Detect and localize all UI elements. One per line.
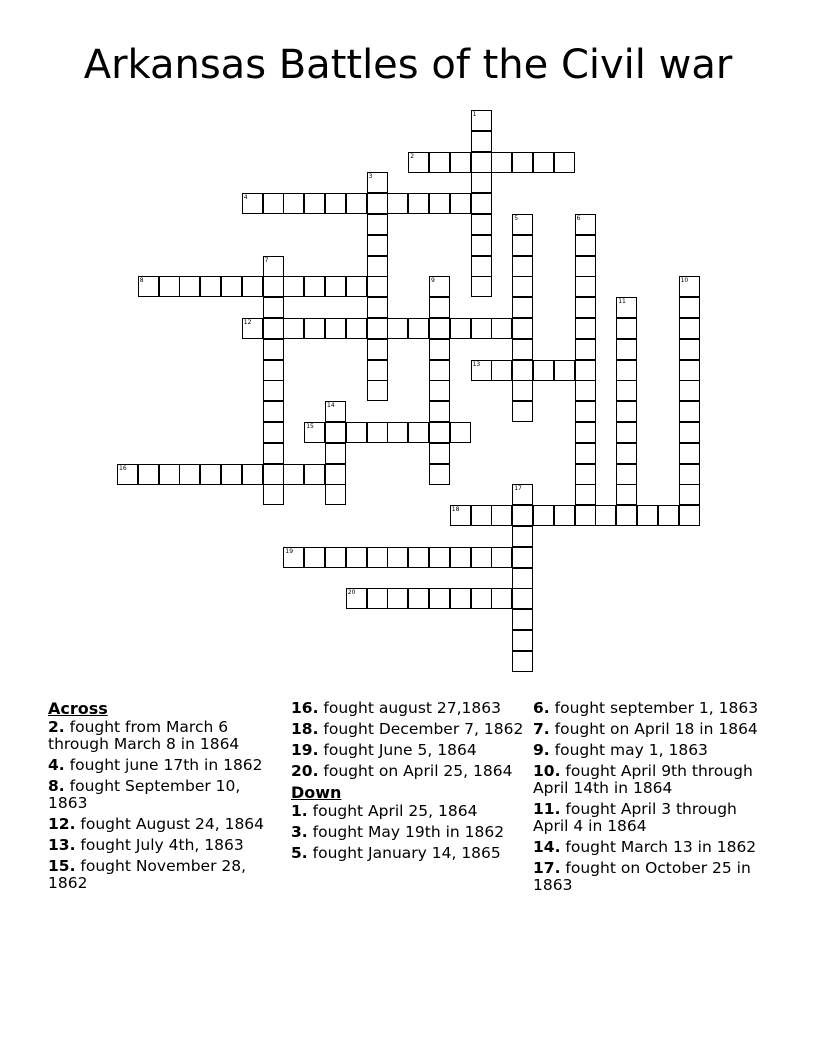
across-clue — [48, 778, 284, 812]
grid-cell[interactable] — [159, 464, 180, 485]
across-clue — [291, 721, 527, 738]
grid-cell[interactable] — [304, 276, 325, 297]
grid-cell[interactable] — [512, 360, 533, 381]
grid-cell[interactable] — [679, 401, 700, 422]
grid-cell[interactable] — [554, 152, 575, 173]
grid-cell[interactable] — [471, 360, 492, 381]
clue-text: fought May 19th in 1862 — [312, 823, 505, 841]
grid-cell[interactable] — [679, 297, 700, 318]
clue-number: 1. — [291, 802, 308, 820]
clue-text: fought January 14, 1865 — [312, 844, 501, 862]
grid-cell[interactable] — [283, 547, 304, 568]
puzzle-title: Arkansas Battles of the Civil war — [83, 42, 733, 88]
clue-number: 5. — [291, 844, 308, 862]
grid-cell[interactable] — [658, 505, 679, 526]
grid-cell[interactable] — [263, 318, 284, 339]
grid-cell[interactable] — [679, 360, 700, 381]
grid-cell[interactable] — [408, 193, 429, 214]
grid-cell[interactable] — [512, 152, 533, 173]
grid-cell[interactable] — [367, 318, 388, 339]
grid-cell[interactable] — [325, 318, 346, 339]
grid-cell[interactable] — [283, 276, 304, 297]
clue-number: 20. — [291, 762, 319, 780]
clue-text: fought august 27,1863 — [323, 699, 501, 717]
grid-cell[interactable] — [575, 464, 596, 485]
down-clue — [533, 801, 769, 835]
grid-cell[interactable] — [471, 256, 492, 277]
clue-heading: Down — [291, 783, 342, 802]
grid-cell[interactable] — [575, 297, 596, 318]
clue-text: fought April 25, 1864 — [312, 802, 478, 820]
grid-cell[interactable] — [512, 568, 533, 589]
grid-cell[interactable] — [429, 443, 450, 464]
grid-cell[interactable] — [491, 360, 512, 381]
grid-cell[interactable] — [575, 256, 596, 277]
grid-cell[interactable] — [679, 318, 700, 339]
grid-cell[interactable] — [263, 297, 284, 318]
across-clue — [48, 719, 284, 753]
clue-number: 16. — [291, 699, 319, 717]
grid-cell[interactable] — [138, 464, 159, 485]
clue-number: 7 — [264, 256, 269, 264]
clue-text: fought September 10, 1863 — [48, 777, 241, 812]
grid-cell[interactable] — [616, 401, 637, 422]
clue-number: 10. — [533, 762, 561, 780]
clue-number: 7. — [533, 720, 550, 738]
clue-number: 11 — [618, 298, 626, 306]
clue-number: 17. — [533, 859, 561, 877]
grid-cell[interactable] — [263, 339, 284, 360]
clue-text: fought on April 18 in 1864 — [554, 720, 758, 738]
clue-number: 13. — [48, 836, 76, 854]
across-clue — [48, 858, 284, 892]
grid-cell[interactable] — [263, 380, 284, 401]
grid-cell[interactable] — [346, 318, 367, 339]
grid-cell[interactable] — [325, 547, 346, 568]
grid-cell[interactable] — [387, 422, 408, 443]
grid-cell[interactable] — [512, 276, 533, 297]
grid-cell[interactable] — [450, 588, 471, 609]
grid-cell[interactable] — [221, 276, 242, 297]
grid-cell[interactable] — [595, 505, 616, 526]
grid-cell[interactable] — [450, 547, 471, 568]
grid-cell[interactable] — [263, 360, 284, 381]
grid-cell[interactable] — [679, 380, 700, 401]
grid-cell[interactable] — [471, 235, 492, 256]
clue-number: 17 — [514, 485, 522, 493]
clue-number: 9. — [533, 741, 550, 759]
grid-cell[interactable] — [263, 276, 284, 297]
grid-cell[interactable] — [450, 152, 471, 173]
clue-text: fought March 13 in 1862 — [565, 838, 757, 856]
grid-cell[interactable] — [408, 422, 429, 443]
grid-cell[interactable] — [200, 276, 221, 297]
down-clue — [533, 721, 769, 738]
grid-cell[interactable] — [616, 505, 637, 526]
grid-cell[interactable] — [367, 380, 388, 401]
grid-cell[interactable] — [263, 464, 284, 485]
clue-text: fought July 4th, 1863 — [80, 836, 244, 854]
grid-cell[interactable] — [367, 339, 388, 360]
grid-cell[interactable] — [387, 547, 408, 568]
grid-cell[interactable] — [471, 193, 492, 214]
across-clue — [291, 700, 527, 717]
down-clue — [533, 860, 769, 894]
grid-cell[interactable] — [471, 588, 492, 609]
across-clue — [48, 837, 284, 854]
grid-cell[interactable] — [512, 484, 533, 505]
grid-cell[interactable] — [450, 193, 471, 214]
grid-cell[interactable] — [533, 152, 554, 173]
clue-number: 19 — [285, 547, 294, 555]
grid-cell[interactable] — [304, 464, 325, 485]
clue-number: 11. — [533, 800, 561, 818]
clue-number: 2. — [48, 718, 65, 736]
grid-cell[interactable] — [263, 256, 284, 277]
grid-cell[interactable] — [512, 256, 533, 277]
grid-cell[interactable] — [325, 443, 346, 464]
grid-cell[interactable] — [408, 588, 429, 609]
grid-cell[interactable] — [429, 588, 450, 609]
clue-number: 8 — [139, 277, 144, 285]
clue-number: 6. — [533, 699, 550, 717]
grid-cell[interactable] — [512, 318, 533, 339]
grid-cell[interactable] — [512, 235, 533, 256]
grid-cell[interactable] — [263, 443, 284, 464]
grid-cell[interactable] — [429, 193, 450, 214]
grid-cell[interactable] — [263, 401, 284, 422]
grid-cell[interactable] — [263, 422, 284, 443]
grid-cell[interactable] — [512, 505, 533, 526]
clue-number: 1 — [472, 111, 477, 118]
grid-cell[interactable] — [575, 443, 596, 464]
grid-cell[interactable] — [575, 339, 596, 360]
grid-cell[interactable] — [429, 401, 450, 422]
grid-cell[interactable] — [471, 318, 492, 339]
grid-cell[interactable] — [679, 422, 700, 443]
grid-cell[interactable] — [367, 276, 388, 297]
grid-cell[interactable] — [679, 276, 700, 297]
grid-cell[interactable] — [367, 214, 388, 235]
grid-cell[interactable] — [408, 318, 429, 339]
grid-cell[interactable] — [325, 401, 346, 422]
grid-cell[interactable] — [512, 547, 533, 568]
across-clue — [291, 763, 527, 780]
across-clue — [48, 816, 284, 833]
grid-cell[interactable] — [367, 297, 388, 318]
grid-cell[interactable] — [512, 526, 533, 547]
grid-cell[interactable] — [679, 505, 700, 526]
clue-column-2 — [291, 700, 527, 866]
grid-cell[interactable] — [616, 484, 637, 505]
down-clue — [533, 742, 769, 759]
grid-cell[interactable] — [221, 464, 242, 485]
clue-number: 12. — [48, 815, 76, 833]
grid-cell[interactable] — [283, 464, 304, 485]
grid-cell[interactable] — [346, 547, 367, 568]
grid-cell[interactable] — [512, 401, 533, 422]
grid-cell[interactable] — [429, 464, 450, 485]
grid-cell[interactable] — [575, 318, 596, 339]
clue-number: 8. — [48, 777, 65, 795]
grid-cell[interactable] — [429, 152, 450, 173]
clue-column-1 — [48, 700, 284, 896]
grid-cell[interactable] — [367, 422, 388, 443]
clue-number: 19. — [291, 741, 319, 759]
grid-cell[interactable] — [450, 318, 471, 339]
grid-cell[interactable] — [554, 360, 575, 381]
grid-cell[interactable] — [491, 152, 512, 173]
grid-cell[interactable] — [512, 588, 533, 609]
grid-cell[interactable] — [450, 505, 471, 526]
grid-cell[interactable] — [304, 422, 325, 443]
grid-cell[interactable] — [304, 193, 325, 214]
grid-cell[interactable] — [387, 193, 408, 214]
grid-cell[interactable] — [679, 339, 700, 360]
grid-cell[interactable] — [471, 131, 492, 152]
down-clue — [533, 763, 769, 797]
grid-cell[interactable] — [429, 276, 450, 297]
grid-cell[interactable] — [616, 318, 637, 339]
grid-cell[interactable] — [325, 193, 346, 214]
grid-cell[interactable] — [637, 505, 658, 526]
grid-cell[interactable] — [429, 422, 450, 443]
grid-cell[interactable] — [387, 588, 408, 609]
grid-cell[interactable] — [429, 318, 450, 339]
grid-cell[interactable] — [471, 547, 492, 568]
grid-cell[interactable] — [679, 464, 700, 485]
grid-cell[interactable] — [242, 318, 263, 339]
grid-cell[interactable] — [679, 484, 700, 505]
grid-cell[interactable] — [263, 193, 284, 214]
grid-cell[interactable] — [491, 318, 512, 339]
grid-cell[interactable] — [242, 193, 263, 214]
down-clue — [533, 839, 769, 856]
grid-cell[interactable] — [179, 276, 200, 297]
grid-cell[interactable] — [512, 214, 533, 235]
grid-cell[interactable] — [512, 380, 533, 401]
clue-number: 3 — [368, 173, 373, 181]
clue-number: 10 — [680, 277, 689, 285]
grid-cell[interactable] — [575, 380, 596, 401]
grid-cell[interactable] — [159, 276, 180, 297]
grid-cell[interactable] — [283, 193, 304, 214]
grid-cell[interactable] — [346, 193, 367, 214]
grid-cell[interactable] — [367, 588, 388, 609]
grid-cell[interactable] — [200, 464, 221, 485]
grid-cell[interactable] — [304, 318, 325, 339]
across-clue — [291, 742, 527, 759]
grid-cell[interactable] — [471, 276, 492, 297]
grid-cell[interactable] — [575, 360, 596, 381]
grid-cell[interactable] — [325, 464, 346, 485]
grid-cell[interactable] — [138, 276, 159, 297]
grid-cell[interactable] — [533, 505, 554, 526]
clue-heading: Across — [48, 699, 108, 718]
down-clue — [291, 803, 527, 820]
clue-number: 3. — [291, 823, 308, 841]
grid-cell[interactable] — [367, 360, 388, 381]
grid-cell[interactable] — [512, 630, 533, 651]
clue-number: 4 — [243, 194, 248, 202]
grid-cell[interactable] — [512, 609, 533, 630]
grid-cell[interactable] — [367, 547, 388, 568]
clue-text: fought November 28, 1862 — [48, 857, 247, 892]
grid-cell[interactable] — [429, 360, 450, 381]
grid-cell[interactable] — [616, 339, 637, 360]
grid-cell[interactable] — [616, 297, 637, 318]
clue-text: fought April 9th through April 14th in 1864 — [533, 762, 753, 797]
grid-cell[interactable] — [471, 172, 492, 193]
grid-cell[interactable] — [575, 484, 596, 505]
grid-cell[interactable] — [533, 360, 554, 381]
grid-cell[interactable] — [367, 235, 388, 256]
grid-cell[interactable] — [616, 422, 637, 443]
grid-cell[interactable] — [616, 443, 637, 464]
grid-cell[interactable] — [367, 256, 388, 277]
clue-text: fought April 3 through April 4 in 1864 — [533, 800, 737, 835]
grid-cell[interactable] — [367, 172, 388, 193]
grid-cell[interactable] — [242, 464, 263, 485]
clue-number: 5 — [514, 215, 519, 222]
across-clue — [48, 757, 284, 774]
grid-cell[interactable] — [367, 193, 388, 214]
down-clue — [533, 700, 769, 717]
grid-cell[interactable] — [450, 422, 471, 443]
clue-number: 4. — [48, 756, 65, 774]
clue-number: 18 — [451, 506, 460, 514]
grid-cell[interactable] — [387, 318, 408, 339]
grid-cell[interactable] — [346, 422, 367, 443]
grid-cell[interactable] — [575, 422, 596, 443]
grid-cell[interactable] — [575, 276, 596, 297]
grid-cell[interactable] — [554, 505, 575, 526]
grid-cell[interactable] — [325, 422, 346, 443]
grid-cell[interactable] — [408, 152, 429, 173]
grid-cell[interactable] — [325, 484, 346, 505]
grid-cell[interactable] — [491, 505, 512, 526]
clue-text: fought may 1, 1863 — [554, 741, 708, 759]
clue-number: 12 — [243, 319, 252, 326]
grid-cell[interactable] — [429, 380, 450, 401]
clue-number: 15 — [306, 423, 314, 430]
grid-cell[interactable] — [575, 401, 596, 422]
grid-cell[interactable] — [429, 547, 450, 568]
grid-cell[interactable] — [471, 214, 492, 235]
grid-cell[interactable] — [346, 276, 367, 297]
grid-cell[interactable] — [325, 276, 346, 297]
clue-text: fought December 7, 1862 — [323, 720, 524, 738]
clue-number: 2 — [410, 152, 415, 160]
clue-text: fought June 5, 1864 — [323, 741, 477, 759]
clue-number: 20 — [347, 589, 356, 597]
grid-cell[interactable] — [616, 464, 637, 485]
grid-cell[interactable] — [512, 339, 533, 360]
down-clue — [291, 824, 527, 841]
grid-cell[interactable] — [408, 547, 429, 568]
grid-cell[interactable] — [471, 110, 492, 131]
clue-number: 9 — [431, 277, 435, 285]
clue-text: fought on October 25 in 1863 — [533, 859, 751, 894]
grid-cell[interactable] — [429, 297, 450, 318]
grid-cell[interactable] — [429, 339, 450, 360]
down-clue — [291, 845, 527, 862]
clue-number: 16 — [119, 464, 127, 472]
clue-text: fought june 17th in 1862 — [69, 756, 263, 774]
clue-text: fought from March 6 through March 8 in 1864 — [48, 718, 240, 753]
grid-cell[interactable] — [491, 547, 512, 568]
grid-cell[interactable] — [471, 505, 492, 526]
clue-text: fought August 24, 1864 — [80, 815, 265, 833]
grid-cell[interactable] — [679, 443, 700, 464]
grid-cell[interactable] — [575, 235, 596, 256]
grid-cell[interactable] — [283, 318, 304, 339]
grid-cell[interactable] — [471, 152, 492, 173]
clue-number: 6 — [576, 215, 581, 222]
clue-column-3 — [533, 700, 769, 898]
grid-cell[interactable] — [575, 505, 596, 526]
clue-number: 13 — [472, 360, 481, 368]
grid-cell[interactable] — [491, 588, 512, 609]
grid-cell[interactable] — [346, 588, 367, 609]
clue-number: 14 — [327, 402, 335, 410]
grid-cell[interactable] — [512, 651, 533, 672]
grid-cell[interactable] — [263, 484, 284, 505]
grid-cell[interactable] — [304, 547, 325, 568]
clue-number: 14. — [533, 838, 561, 856]
grid-cell[interactable] — [117, 464, 138, 485]
clue-text: fought september 1, 1863 — [554, 699, 759, 717]
grid-cell[interactable] — [616, 380, 637, 401]
clue-text: fought on April 25, 1864 — [323, 762, 513, 780]
grid-cell[interactable] — [242, 276, 263, 297]
grid-cell[interactable] — [179, 464, 200, 485]
grid-cell[interactable] — [616, 360, 637, 381]
grid-cell[interactable] — [575, 214, 596, 235]
clue-number: 18. — [291, 720, 319, 738]
clue-number: 15. — [48, 857, 76, 875]
grid-cell[interactable] — [512, 297, 533, 318]
